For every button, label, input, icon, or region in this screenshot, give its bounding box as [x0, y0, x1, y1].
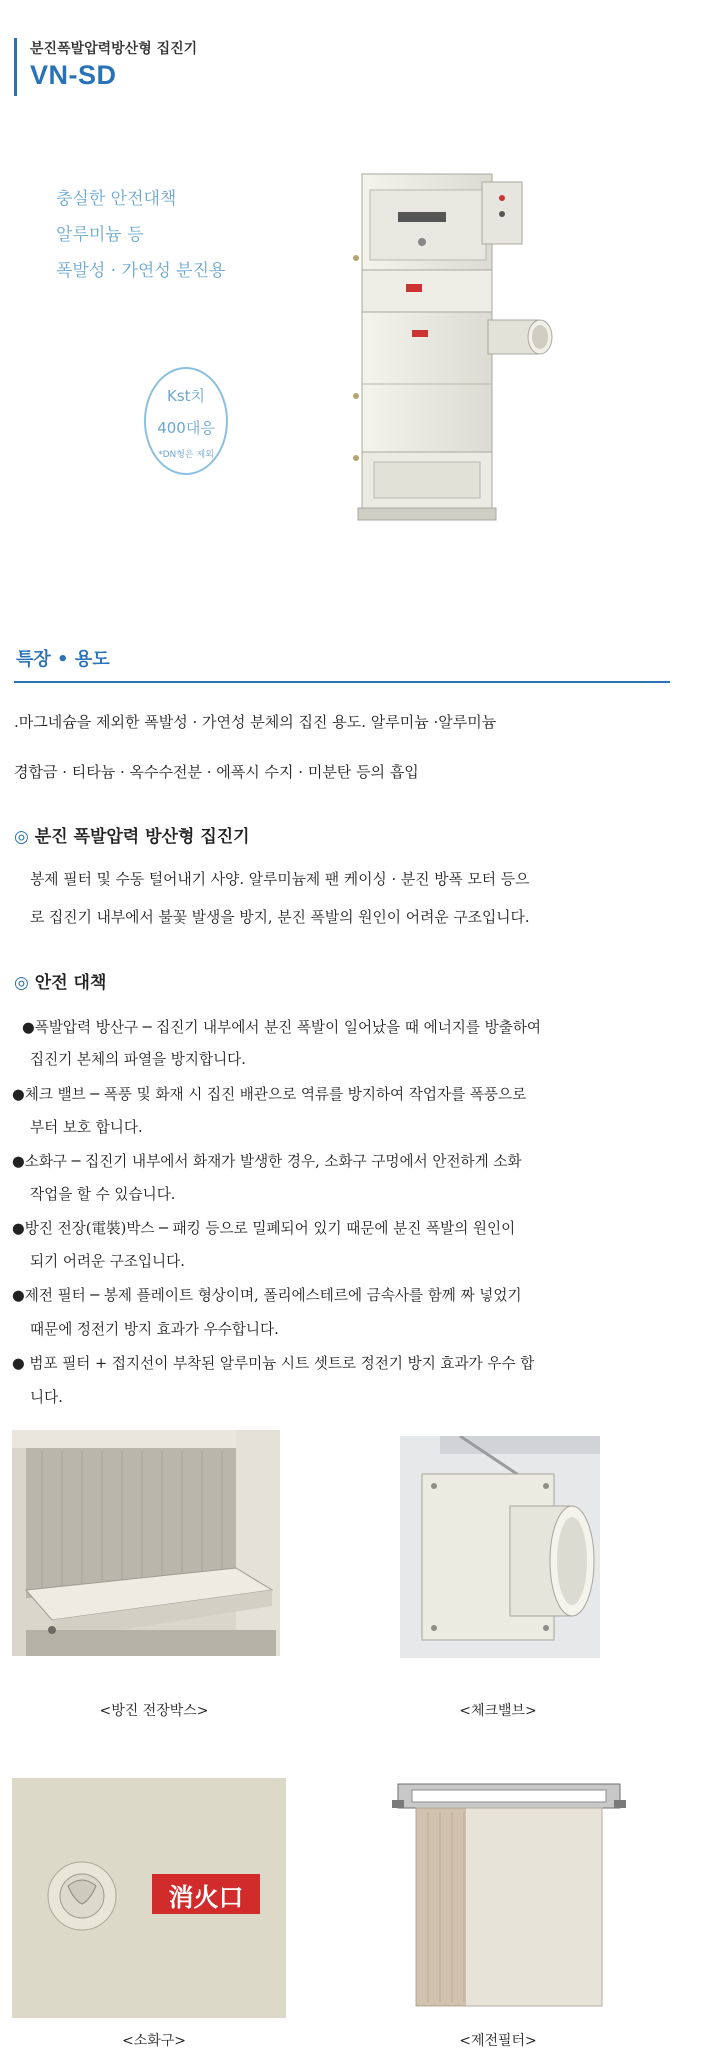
machine-label-plate: [398, 212, 446, 222]
safety-item-4-line-2: 되기 어려운 구조입니다.: [30, 1253, 185, 1270]
kst-badge: [144, 367, 228, 475]
safety-item-5-line-1: ●제전 필터 ─ 봉제 플레이트 형상이며, 폴리에스테르에 금속사를 함께 짜 넣었기: [12, 1287, 522, 1304]
section-heading-text: 안전 대책: [34, 973, 107, 993]
check-valve-image: [400, 1436, 600, 1658]
safety-item-1-line-2: 집진기 본체의 파열을 방지합니다.: [30, 1051, 246, 1068]
safety-item-3-line-2: 작업을 할 수 있습니다.: [30, 1186, 176, 1203]
kst-badge-note: *DN형은 제외: [158, 450, 214, 460]
safety-item-6-line-2: 니다.: [30, 1389, 63, 1406]
section-heading-safety: [14, 968, 106, 993]
product-title: VN-SD: [30, 60, 117, 90]
caption-electrical-box: <방진 전장박스>: [99, 1703, 209, 1719]
safety-item-4-line-1: ●방진 전장(電裝)박스 ─ 패킹 등으로 밀폐되어 있기 때문에 분진 폭발의 원인이: [12, 1220, 516, 1237]
fire-port-sign: 消火口: [168, 1883, 244, 1912]
safety-item-1-line-1: ●폭발압력 방산구 ─ 집진기 내부에서 분진 폭발이 일어났을 때 에너지를 방출하여: [22, 1019, 542, 1036]
safety-item-6-line-1: ● 범포 필터 + 접지선이 부착된 알루미늄 시트 셋트로 정전기 방지 효과가 우수 합: [12, 1355, 535, 1372]
safety-item-3-line-1: ●소화구 ─ 집진기 내부에서 화재가 발생한 경우, 소화구 구멍에서 안전하게 소화: [12, 1153, 522, 1170]
hero-line-2: 알루미늄 등: [56, 225, 144, 245]
product-subtitle: 분진폭발압력방산형 집진기: [30, 41, 198, 57]
safety-item-2-line-2: 부터 보호 합니다.: [30, 1119, 143, 1136]
static-filter-image: [376, 1778, 638, 2014]
section-1-line-1: 봉제 필터 및 수동 털어내기 사양. 알루미늄제 팬 케이싱 · 분진 방폭 모터 등으: [30, 871, 530, 888]
kst-badge-line2: 400대응: [157, 419, 215, 437]
hero-line-3: 폭발성 · 가연성 분진용: [56, 261, 226, 281]
section-1-line-2: 로 집진기 내부에서 불꽃 발생을 방지, 분진 폭발의 원인이 어려운 구조입니다.: [30, 909, 530, 926]
safety-item-2-line-1: ●체크 밸브 ─ 폭풍 및 화재 시 집진 배관으로 역류를 방지하여 작업자를 폭풍으로: [12, 1086, 527, 1103]
caption-check-valve: <체크밸브>: [459, 1703, 537, 1719]
title-accent-bar: [14, 38, 17, 96]
kst-badge-line1: Kst치: [166, 387, 206, 405]
features-title: 특장 • 용도: [16, 649, 110, 670]
features-intro-line-1: .마그네슘을 제외한 폭발성 · 가연성 분체의 집진 용도. 알루미늄 ·알루미늄: [14, 713, 497, 731]
caption-static-filter: <제전필터>: [459, 2033, 537, 2049]
hero-banner: [14, 132, 596, 594]
electrical-box-image: [12, 1430, 280, 1656]
hero-line-1: 충실한 안전대책: [56, 189, 177, 209]
ring-bullet-icon: ◎: [14, 827, 29, 847]
caption-fire-port: <소화구>: [121, 2033, 187, 2049]
ring-bullet-icon: ◎: [14, 973, 29, 993]
safety-item-5-line-2: 때문에 정전기 방지 효과가 우수합니다.: [30, 1321, 279, 1338]
section-heading-text: 분진 폭발압력 방산형 집진기: [34, 827, 250, 847]
section-heading-explosion-vent: [14, 822, 250, 847]
features-rule: [14, 681, 670, 683]
features-intro-line-2: 경합금 · 티타늄 · 옥수수전분 · 에폭시 수지 · 미분탄 등의 흡입: [14, 763, 419, 781]
dust-collector-image: [334, 134, 594, 594]
